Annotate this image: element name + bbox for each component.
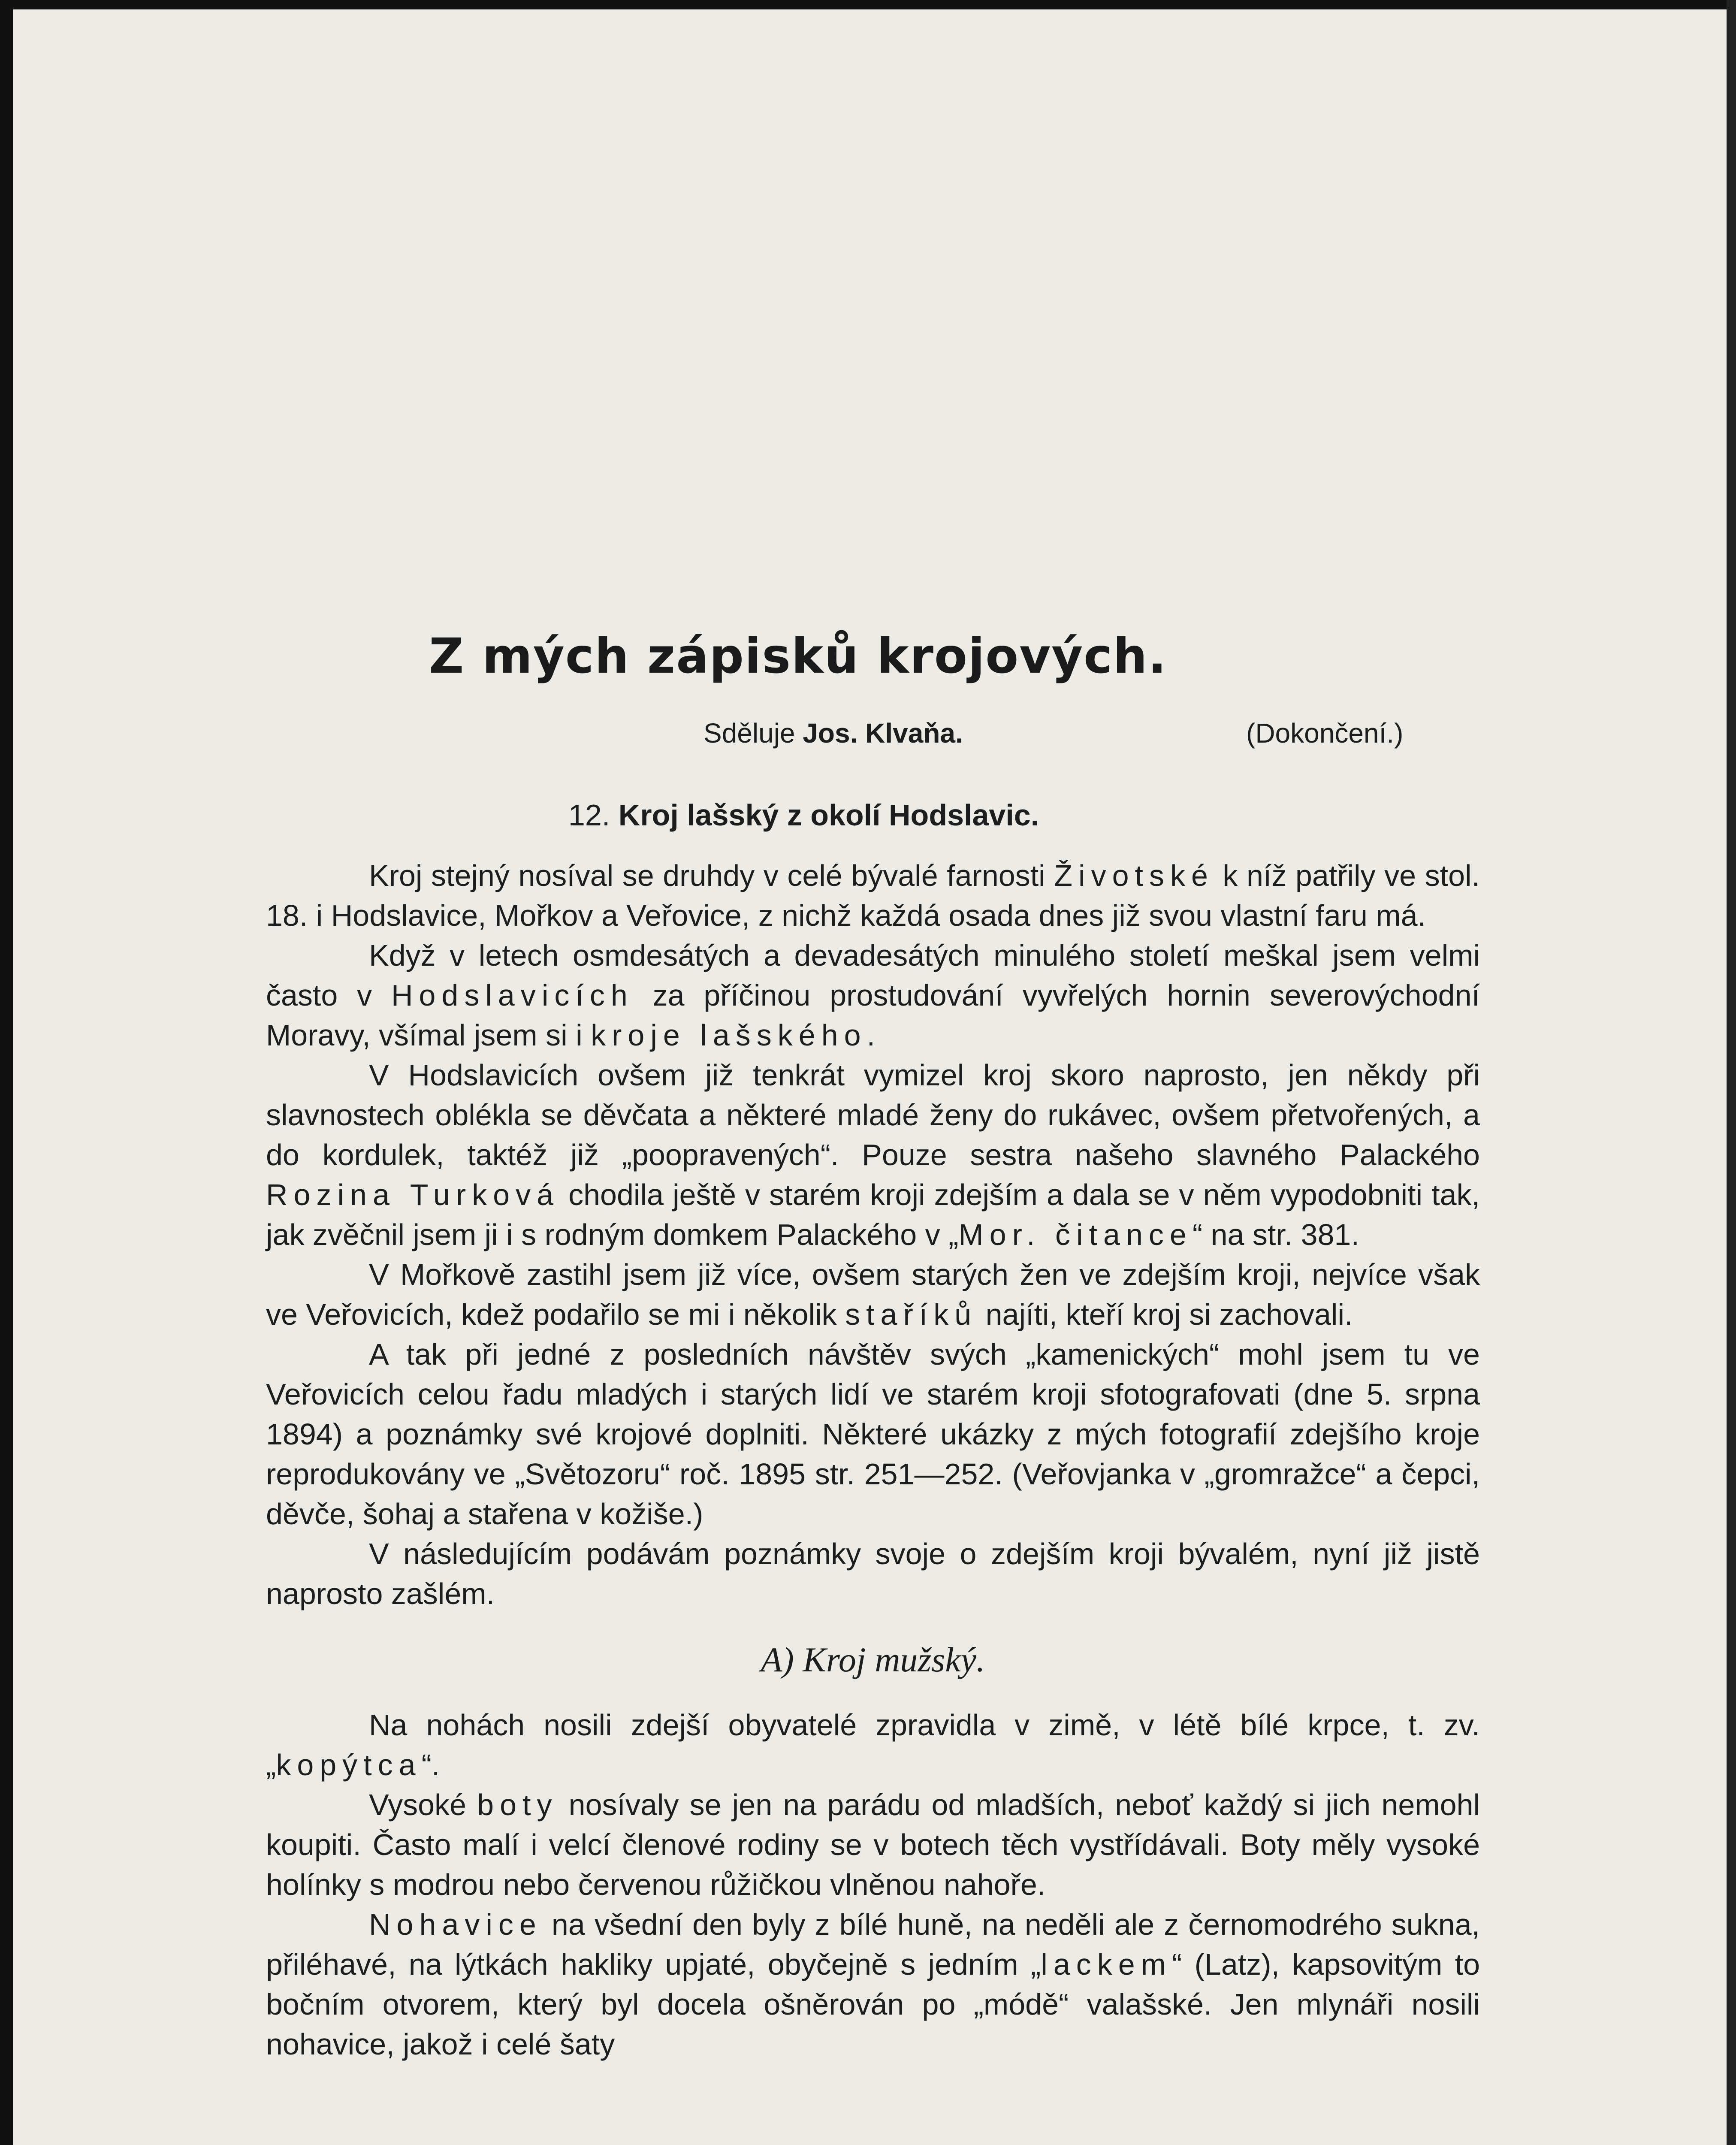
text-run: Kroj stejný nosíval se druhdy v celé bývalé farnosti [369, 859, 1054, 892]
text-run: za příčinou prostudování vyvřelých hornin severovýchodní Moravy, všímal jsem si i [266, 979, 1480, 1052]
text-run: Když v letech osmdesátých a devadesátých minulého století meškal jsem velmi často v [266, 939, 1480, 1012]
text-run: nosívaly se jen na parádu od mladších, neboť každý si jich nemohl koupiti. Často malí i velcí členové rodiny se v botech těch vystřídávali. Boty měly vysoké holínky s modrou nebo červenou růžičkou vlněnou nahoře. [266, 1788, 1480, 1901]
text-run: Vysoké [369, 1788, 477, 1822]
spaced-text: boty [477, 1788, 558, 1822]
text-run: Na nohách nosili zdejší obyvatelé zpravidla v zimě, v létě bílé krpce, t. zv. „ [266, 1708, 1480, 1782]
paragraph [266, 936, 1480, 1055]
paragraph [266, 1705, 1480, 1785]
spaced-text: kroje lašského [591, 1018, 867, 1052]
spaced-text: kopýtca [276, 1748, 422, 1782]
text-run: najíti, kteří kroj si zachovali. [977, 1298, 1353, 1331]
article-title: Z mých zápisků krojových. [429, 628, 1167, 684]
paragraph [266, 1785, 1480, 1905]
section-title: Kroj lašský z okolí Hodslavic. [618, 798, 1039, 832]
text-run: na všední den byly z bílé huně, na neděli ale z černomodrého sukna, přiléhavé, na lýtkách hakliky upjaté, obyčejně s jedním „ [266, 1908, 1480, 1981]
section-heading [568, 798, 1039, 832]
spaced-text: Nohavice [369, 1908, 542, 1941]
scan-edge-top [0, 0, 1736, 9]
spaced-text: Životské [1054, 859, 1214, 892]
spaced-text: staříků [845, 1298, 978, 1331]
byline-prefix: Sděluje [703, 718, 795, 749]
sub-heading: A) Kroj mužský. [761, 1640, 985, 1679]
scan-edge-right [1727, 0, 1736, 2145]
text-run: V Mořkově zastihl jsem již více, ovšem starých žen ve zdejším kroji, nejvíce však ve Veřovicích, kdež podařilo se mi i několik [266, 1258, 1480, 1331]
article-body [266, 856, 1480, 2064]
section-number: 12. [568, 798, 610, 832]
continuation-note: (Dokončení.) [1246, 718, 1404, 749]
paragraph [266, 1255, 1480, 1335]
spaced-text: Mor. čitance [958, 1218, 1193, 1251]
text-run: “ na str. 381. [1192, 1218, 1359, 1251]
paragraph: A tak při jedné z posledních návštěv svých „kamenických“ mohl jsem tu ve Veřovicích celou řadu mladých i starých lidí ve starém kroji sfotografovati (dne 5. srpna 1894) a poznámky své krojové doplniti. Některé ukázky z mých fotografií zdejšího kroje reprodukovány ve „Světozoru“ roč. 1895 str. 251—252. (Veřovjanka v „gromražce“ a čepci, děvče, šohaj a stařena v kožiše.) [266, 1338, 1480, 1531]
spaced-text: Rozina Turková [266, 1178, 560, 1211]
text-run: “. [421, 1748, 440, 1782]
paragraph [266, 1905, 1480, 2064]
author-name: Jos. Klvaňa. [803, 718, 963, 749]
paragraph: V následujícím podávám poznámky svoje o zdejším kroji bývalém, nyní již jistě naprosto zašlém. [266, 1537, 1480, 1610]
text-run: . [866, 1018, 876, 1052]
text-run: chodila ještě v starém kroji zdejším a dala se v něm vypodobniti tak, jak zvěčnil jsem ji i s rodným domkem Palackého v „ [266, 1178, 1480, 1251]
text-run: V Hodslavicích ovšem již tenkrát vymizel kroj skoro naprosto, jen někdy při slavnostech oblékla se děvčata a některé mladé ženy do rukávec, ovšem přetvořených, a do kordulek, taktéž již „poopravených“. Pouze sestra našeho slavného Palackého [266, 1058, 1480, 1172]
paragraph [266, 856, 1480, 936]
text-run: k níž patřily ve stol. 18. i Hodslavice, Mořkov a Veřovice, z nichž každá osada dnes již svou vlastní faru má. [266, 859, 1480, 932]
text-run: “ (Latz), kapsovitým to bočním otvorem, který byl docela ošněrován po „módě“ valašské. Jen mlynáři nosili nohavice, jakož i celé šaty [266, 1948, 1480, 2061]
scan-edge-left [0, 0, 13, 2145]
spaced-text: Hodslavicích [391, 979, 634, 1012]
paragraph [266, 1055, 1480, 1255]
byline [703, 717, 963, 749]
spaced-text: lackem [1041, 1948, 1172, 1981]
